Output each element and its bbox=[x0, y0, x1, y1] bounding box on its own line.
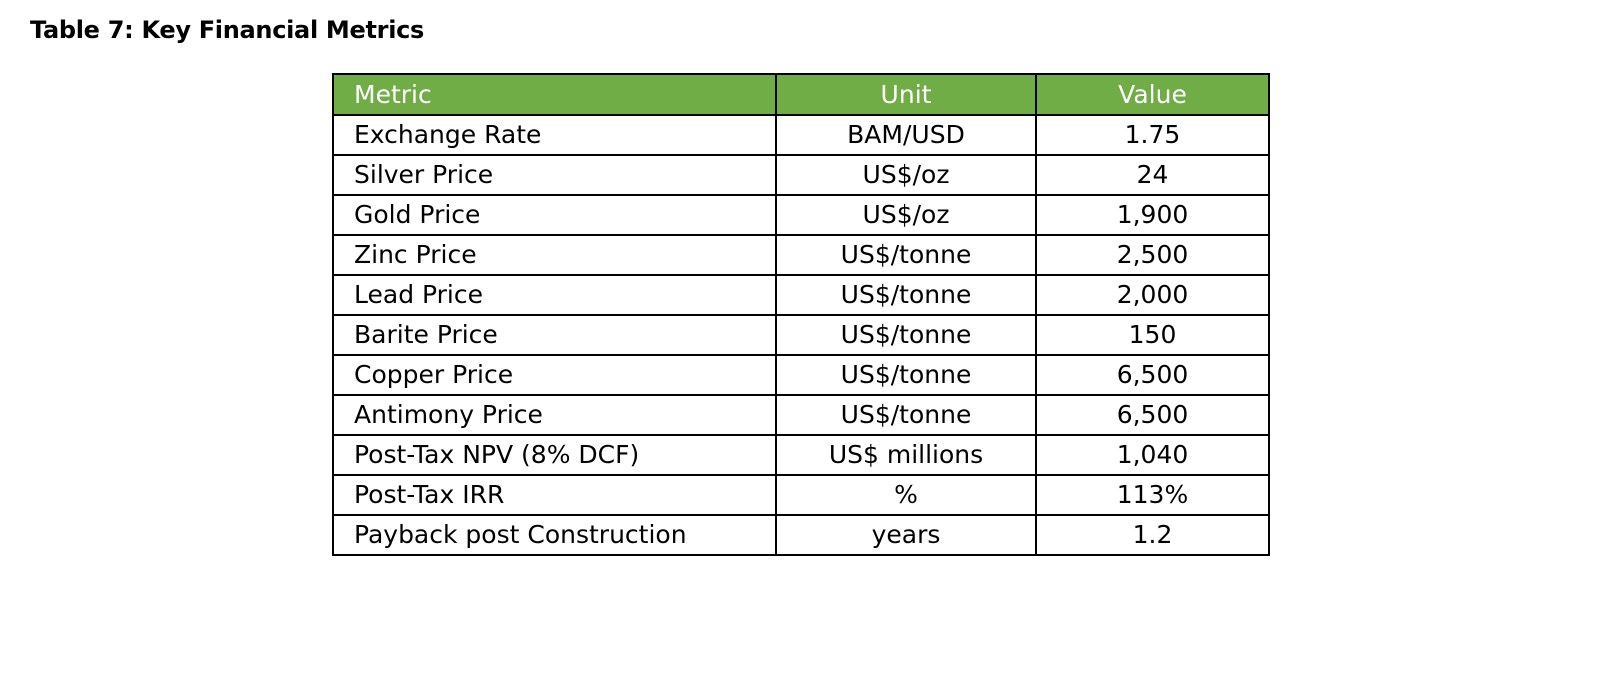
table-caption: Table 7: Key Financial Metrics bbox=[30, 16, 425, 44]
metric-cell: Post-Tax NPV (8% DCF) bbox=[333, 435, 776, 475]
table-row bbox=[333, 195, 1269, 235]
value-cell: 1.2 bbox=[1036, 515, 1269, 555]
value-cell: 6,500 bbox=[1036, 395, 1269, 435]
table-row bbox=[333, 155, 1269, 195]
unit-cell: US$ millions bbox=[776, 435, 1036, 475]
unit-cell: US$/tonne bbox=[776, 355, 1036, 395]
value-cell: 2,000 bbox=[1036, 275, 1269, 315]
table-row bbox=[333, 435, 1269, 475]
value-cell: 1.75 bbox=[1036, 115, 1269, 155]
unit-cell: US$/tonne bbox=[776, 395, 1036, 435]
unit-cell: US$/tonne bbox=[776, 275, 1036, 315]
table-row bbox=[333, 395, 1269, 435]
unit-cell: US$/oz bbox=[776, 155, 1036, 195]
value-cell: 1,040 bbox=[1036, 435, 1269, 475]
table-row bbox=[333, 235, 1269, 275]
metric-cell: Exchange Rate bbox=[333, 115, 776, 155]
unit-cell: BAM/USD bbox=[776, 115, 1036, 155]
metric-cell: Gold Price bbox=[333, 195, 776, 235]
metric-cell: Silver Price bbox=[333, 155, 776, 195]
table-row bbox=[333, 275, 1269, 315]
unit-cell: years bbox=[776, 515, 1036, 555]
unit-cell: US$/tonne bbox=[776, 315, 1036, 355]
unit-cell: % bbox=[776, 475, 1036, 515]
table-row bbox=[333, 355, 1269, 395]
metric-cell: Antimony Price bbox=[333, 395, 776, 435]
value-cell: 24 bbox=[1036, 155, 1269, 195]
metric-cell: Copper Price bbox=[333, 355, 776, 395]
unit-cell: US$/tonne bbox=[776, 235, 1036, 275]
column-header-metric: Metric bbox=[333, 74, 776, 115]
column-header-value: Value bbox=[1036, 74, 1269, 115]
metric-cell: Lead Price bbox=[333, 275, 776, 315]
value-cell: 150 bbox=[1036, 315, 1269, 355]
metric-cell: Post-Tax IRR bbox=[333, 475, 776, 515]
metric-cell: Zinc Price bbox=[333, 235, 776, 275]
table-row bbox=[333, 315, 1269, 355]
metric-cell: Barite Price bbox=[333, 315, 776, 355]
table-row bbox=[333, 475, 1269, 515]
value-cell: 2,500 bbox=[1036, 235, 1269, 275]
financial-metrics-table bbox=[332, 73, 1270, 556]
value-cell: 113% bbox=[1036, 475, 1269, 515]
table-row bbox=[333, 115, 1269, 155]
table-header-row bbox=[333, 74, 1269, 115]
value-cell: 6,500 bbox=[1036, 355, 1269, 395]
value-cell: 1,900 bbox=[1036, 195, 1269, 235]
column-header-unit: Unit bbox=[776, 74, 1036, 115]
metric-cell: Payback post Construction bbox=[333, 515, 776, 555]
table-row bbox=[333, 515, 1269, 555]
unit-cell: US$/oz bbox=[776, 195, 1036, 235]
